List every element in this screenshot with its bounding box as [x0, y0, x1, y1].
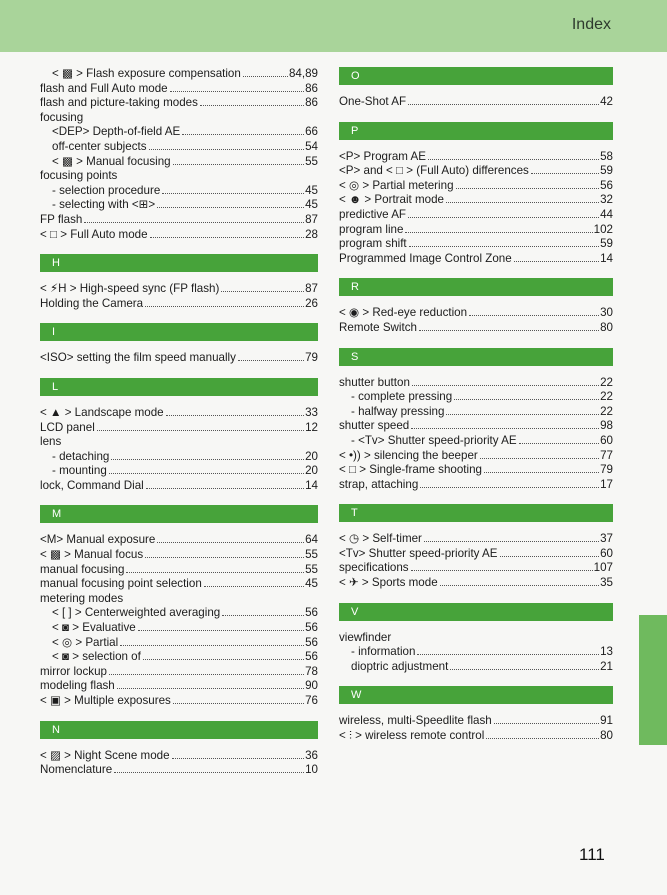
index-term: program line — [339, 222, 404, 236]
index-term: <DEP> Depth-of-field AE — [52, 125, 181, 139]
index-term: <ISO> setting the film speed manually — [40, 351, 236, 365]
index-term: < ▩ > Flash exposure compensation — [52, 67, 241, 80]
index-term: - mounting — [52, 464, 107, 478]
dot-leader — [420, 487, 599, 488]
index-page-ref: 90 — [305, 679, 318, 693]
dot-leader — [172, 758, 305, 759]
dot-leader — [440, 585, 599, 586]
section-header: M — [40, 505, 318, 523]
index-term: lock, Command Dial — [40, 478, 144, 492]
index-term: < ◙ > Evaluative — [52, 621, 136, 635]
page-number: 111 — [579, 845, 605, 864]
dot-leader — [149, 149, 305, 150]
index-page-ref: 56 — [305, 635, 318, 649]
index-page-ref: 56 — [305, 606, 318, 620]
index-term: - information — [351, 645, 416, 659]
section-header: R — [339, 278, 613, 296]
index-page-ref: 21 — [600, 659, 613, 673]
index-page-ref: 59 — [600, 164, 613, 178]
index-term: < ◎ > Partial — [52, 635, 119, 649]
index-term: program shift — [339, 237, 407, 251]
dot-leader — [408, 217, 599, 218]
dot-leader — [417, 654, 599, 655]
dot-leader — [173, 703, 304, 704]
dot-leader — [243, 76, 288, 77]
index-entry — [339, 306, 613, 321]
index-page-ref: 87 — [305, 212, 318, 226]
index-page-ref: 80 — [600, 729, 613, 743]
index-page-ref: 64 — [305, 533, 318, 547]
dot-leader — [222, 615, 304, 616]
index-term: < ◎ > Partial metering — [339, 178, 454, 192]
index-entry — [40, 563, 318, 578]
section-header: L — [40, 378, 318, 396]
index-page-ref: 13 — [600, 645, 613, 659]
index-term: - complete pressing — [351, 390, 453, 404]
index-term: < □ > Single-frame shooting — [339, 463, 482, 477]
index-term: - selection procedure — [52, 183, 161, 197]
index-page-ref: 26 — [305, 296, 318, 310]
index-page-ref: 35 — [600, 576, 613, 590]
dot-leader — [182, 134, 304, 135]
index-entry — [339, 237, 613, 252]
index-page-ref: 98 — [600, 419, 613, 433]
index-entry — [40, 577, 318, 592]
index-page-ref: 102 — [593, 222, 613, 236]
index-page-ref: 45 — [305, 577, 318, 591]
index-term: flash and Full Auto mode — [40, 81, 168, 95]
index-entry — [339, 179, 613, 194]
dot-leader — [117, 688, 304, 689]
index-page-ref: 58 — [600, 149, 613, 163]
index-term: < ▩ > Manual focusing — [52, 154, 171, 168]
section-header: O — [339, 67, 613, 85]
header-band — [0, 0, 667, 52]
index-page-ref: 45 — [305, 198, 318, 212]
index-entry — [40, 621, 318, 636]
dot-leader — [173, 164, 305, 165]
index-page-ref: 20 — [305, 449, 318, 463]
index-page-ref: 55 — [305, 154, 318, 168]
index-entry — [339, 631, 613, 646]
index-column-left — [40, 67, 318, 778]
index-entry — [40, 111, 318, 126]
index-entry — [40, 421, 318, 436]
index-term: < [ ] > Centerweighted averaging — [52, 606, 221, 620]
index-entry — [339, 164, 613, 179]
index-entry — [40, 155, 318, 170]
index-page-ref: 60 — [600, 546, 613, 560]
index-entry — [40, 228, 318, 243]
index-page-ref: 30 — [600, 306, 613, 320]
index-page-ref: 78 — [305, 664, 318, 678]
index-term: - <Tv> Shutter speed-priority AE — [351, 433, 517, 447]
dot-leader — [456, 188, 600, 189]
index-page-ref: 87 — [305, 282, 318, 296]
index-term: Holding the Camera — [40, 296, 144, 310]
index-page-ref: 59 — [600, 237, 613, 251]
index-term: <M> Manual exposure — [40, 533, 156, 547]
index-page-ref: 54 — [305, 139, 318, 153]
index-page-ref: 45 — [305, 183, 318, 197]
index-page-ref: 107 — [593, 561, 613, 575]
index-page-ref: 44 — [600, 207, 613, 221]
index-page-ref: 42 — [600, 95, 613, 108]
section-header: W — [339, 686, 613, 704]
index-entry — [40, 533, 318, 548]
index-term: focusing points — [40, 169, 118, 183]
dot-leader — [145, 557, 304, 558]
index-term: One-Shot AF — [339, 95, 407, 108]
index-entry — [40, 125, 318, 140]
index-term: shutter speed — [339, 419, 410, 433]
index-term: metering modes — [40, 591, 124, 605]
index-term: LCD panel — [40, 420, 95, 434]
dot-leader — [109, 473, 304, 474]
index-term: < ▣ > Multiple exposures — [40, 694, 171, 707]
index-term: strap, attaching — [339, 477, 419, 491]
index-entry — [40, 749, 318, 764]
index-column-right — [339, 67, 613, 744]
dot-leader — [157, 542, 304, 543]
dot-leader — [150, 237, 305, 238]
index-term: <P> Program AE — [339, 149, 426, 163]
section-header: H — [40, 254, 318, 272]
index-term: modeling flash — [40, 679, 115, 693]
index-page-ref: 80 — [600, 320, 613, 334]
dot-leader — [424, 541, 599, 542]
index-page-ref: 37 — [600, 532, 613, 546]
section-header: S — [339, 348, 613, 366]
index-entry — [339, 561, 613, 576]
dot-leader — [126, 572, 304, 573]
index-entry — [339, 419, 613, 434]
index-page-ref: 14 — [305, 478, 318, 492]
index-term: < ✈ > Sports mode — [339, 576, 438, 590]
index-page-ref: 28 — [305, 227, 318, 241]
dot-leader — [170, 91, 304, 92]
index-term: viewfinder — [339, 630, 392, 644]
index-entry — [339, 434, 613, 449]
index-page-ref: 20 — [305, 464, 318, 478]
index-entry — [339, 478, 613, 493]
index-page-ref: 76 — [305, 694, 318, 707]
index-page-ref: 60 — [600, 433, 613, 447]
dot-leader — [500, 556, 600, 557]
index-term: Programmed Image Control Zone — [339, 251, 512, 265]
index-entry — [339, 150, 613, 165]
index-term: specifications — [339, 561, 409, 575]
index-term: < ◙ > selection of — [52, 650, 141, 664]
index-entry — [40, 169, 318, 184]
index-term: < ☻ > Portrait mode — [339, 193, 444, 207]
index-page-ref: 55 — [305, 548, 318, 562]
dot-leader — [450, 669, 599, 670]
index-term: < ⫶ > wireless remote control — [339, 729, 485, 743]
index-page-ref: 55 — [305, 562, 318, 576]
index-entry — [40, 82, 318, 97]
index-entry — [339, 645, 613, 660]
index-page-ref: 86 — [305, 96, 318, 110]
dot-leader — [162, 193, 304, 194]
dot-leader — [238, 360, 304, 361]
section-thumb-tab — [639, 615, 667, 745]
index-entry — [40, 548, 318, 563]
index-page-ref: 79 — [600, 463, 613, 477]
index-entry — [40, 406, 318, 421]
index-term: < □ > Full Auto mode — [40, 227, 148, 241]
dot-leader — [412, 385, 599, 386]
dot-leader — [411, 570, 593, 571]
dot-leader — [120, 645, 304, 646]
index-entry — [40, 282, 318, 297]
dot-leader — [166, 415, 304, 416]
dot-leader — [97, 430, 304, 431]
section-header: N — [40, 721, 318, 739]
index-entry — [339, 449, 613, 464]
index-term: lens — [40, 435, 62, 449]
index-entry — [339, 223, 613, 238]
index-page-ref: 12 — [305, 420, 318, 434]
section-header: V — [339, 603, 613, 621]
index-term: manual focusing — [40, 562, 125, 576]
index-entry — [40, 606, 318, 621]
dot-leader — [408, 104, 599, 105]
index-term: focusing — [40, 110, 84, 124]
index-page-ref: 86 — [305, 81, 318, 95]
dot-leader — [486, 738, 599, 739]
dot-leader — [446, 414, 599, 415]
dot-leader — [109, 674, 304, 675]
index-entry — [40, 351, 318, 366]
index-page-ref: 77 — [600, 448, 613, 462]
index-entry — [40, 479, 318, 494]
dot-leader — [446, 202, 599, 203]
index-page-ref: 22 — [600, 390, 613, 404]
index-entry — [339, 208, 613, 223]
index-term: < ◷ > Self-timer — [339, 532, 422, 546]
index-entry — [339, 321, 613, 336]
index-entry — [40, 96, 318, 111]
index-entry — [339, 729, 613, 744]
index-entry — [40, 665, 318, 680]
index-entry — [40, 636, 318, 651]
index-entry — [40, 297, 318, 312]
index-page-ref: 66 — [305, 125, 318, 139]
index-term: manual focusing point selection — [40, 577, 202, 591]
index-page-ref: 56 — [600, 178, 613, 192]
index-page-ref: 56 — [305, 621, 318, 635]
dot-leader — [411, 428, 599, 429]
index-term: Nomenclature — [40, 763, 113, 777]
index-page-ref: 36 — [305, 748, 318, 762]
index-term: < •)) > silencing the beeper — [339, 448, 478, 462]
index-page-ref: 91 — [600, 714, 613, 728]
index-entry — [339, 660, 613, 675]
section-header: T — [339, 504, 613, 522]
dot-leader — [114, 772, 304, 773]
index-entry — [40, 67, 318, 82]
index-page-ref: 14 — [600, 251, 613, 265]
index-term: <P> and < □ > (Full Auto) differences — [339, 164, 529, 178]
index-entry — [40, 464, 318, 479]
dot-leader — [145, 306, 304, 307]
dot-leader — [200, 105, 304, 106]
index-entry — [339, 95, 613, 110]
index-term: < ▩ > Manual focus — [40, 548, 144, 562]
dot-leader — [405, 232, 592, 233]
index-entry — [40, 435, 318, 450]
index-term: - detaching — [52, 449, 110, 463]
index-entry — [339, 714, 613, 729]
dot-leader — [143, 659, 304, 660]
index-term: - selecting with <⊞> — [52, 198, 156, 212]
dot-leader — [111, 459, 304, 460]
index-entry — [339, 547, 613, 562]
index-page-ref: 56 — [305, 650, 318, 664]
index-entry — [40, 213, 318, 228]
dot-leader — [519, 443, 599, 444]
index-entry — [339, 252, 613, 267]
index-term: dioptric adjustment — [351, 659, 449, 673]
dot-leader — [221, 291, 304, 292]
index-term: - halfway pressing — [351, 404, 445, 418]
dot-leader — [428, 159, 599, 160]
dot-leader — [419, 330, 599, 331]
dot-leader — [84, 222, 304, 223]
dot-leader — [157, 207, 304, 208]
index-page-ref: 79 — [305, 351, 318, 365]
index-entry — [40, 592, 318, 607]
index-entry — [40, 679, 318, 694]
index-term: flash and picture-taking modes — [40, 96, 198, 110]
index-entry — [40, 694, 318, 709]
index-entry — [339, 193, 613, 208]
index-entry — [339, 405, 613, 420]
index-entry — [339, 576, 613, 591]
dot-leader — [409, 246, 599, 247]
index-entry — [40, 763, 318, 778]
index-term: < ⚡H > High-speed sync (FP flash) — [40, 282, 220, 296]
dot-leader — [469, 315, 599, 316]
index-entry — [40, 450, 318, 465]
index-page-ref: 33 — [305, 405, 318, 419]
index-page-ref: 22 — [600, 404, 613, 418]
index-term: Remote Switch — [339, 320, 417, 334]
dot-leader — [514, 261, 599, 262]
dot-leader — [484, 472, 599, 473]
index-term: shutter button — [339, 375, 410, 389]
index-entry — [40, 140, 318, 155]
section-header: I — [40, 323, 318, 341]
index-term: wireless, multi-Speedlite flash — [339, 714, 492, 728]
dot-leader — [480, 458, 599, 459]
index-entry — [40, 650, 318, 665]
dot-leader — [454, 399, 599, 400]
index-term: <Tv> Shutter speed-priority AE — [339, 546, 498, 560]
index-entry — [339, 532, 613, 547]
index-term: < ▨ > Night Scene mode — [40, 748, 170, 762]
index-term: mirror lockup — [40, 664, 107, 678]
dot-leader — [204, 586, 304, 587]
dot-leader — [138, 630, 304, 631]
index-page-ref: 22 — [600, 375, 613, 389]
index-page-ref: 10 — [305, 763, 318, 777]
index-page-ref: 84,89 — [288, 67, 318, 80]
index-page-ref: 32 — [600, 193, 613, 207]
page-title: Index — [571, 16, 611, 33]
index-entry — [40, 184, 318, 199]
index-term: < ◉ > Red-eye reduction — [339, 306, 468, 320]
index-term: < ▲ > Landscape mode — [40, 405, 164, 419]
dot-leader — [531, 173, 599, 174]
index-page-ref: 17 — [600, 477, 613, 491]
index-term: off-center subjects — [52, 139, 147, 153]
dot-leader — [494, 723, 599, 724]
index-entry — [339, 463, 613, 478]
dot-leader — [146, 488, 304, 489]
index-term: FP flash — [40, 212, 83, 226]
index-entry — [339, 390, 613, 405]
index-term: predictive AF — [339, 207, 407, 221]
index-entry — [339, 376, 613, 391]
section-header: P — [339, 122, 613, 140]
index-entry — [40, 198, 318, 213]
